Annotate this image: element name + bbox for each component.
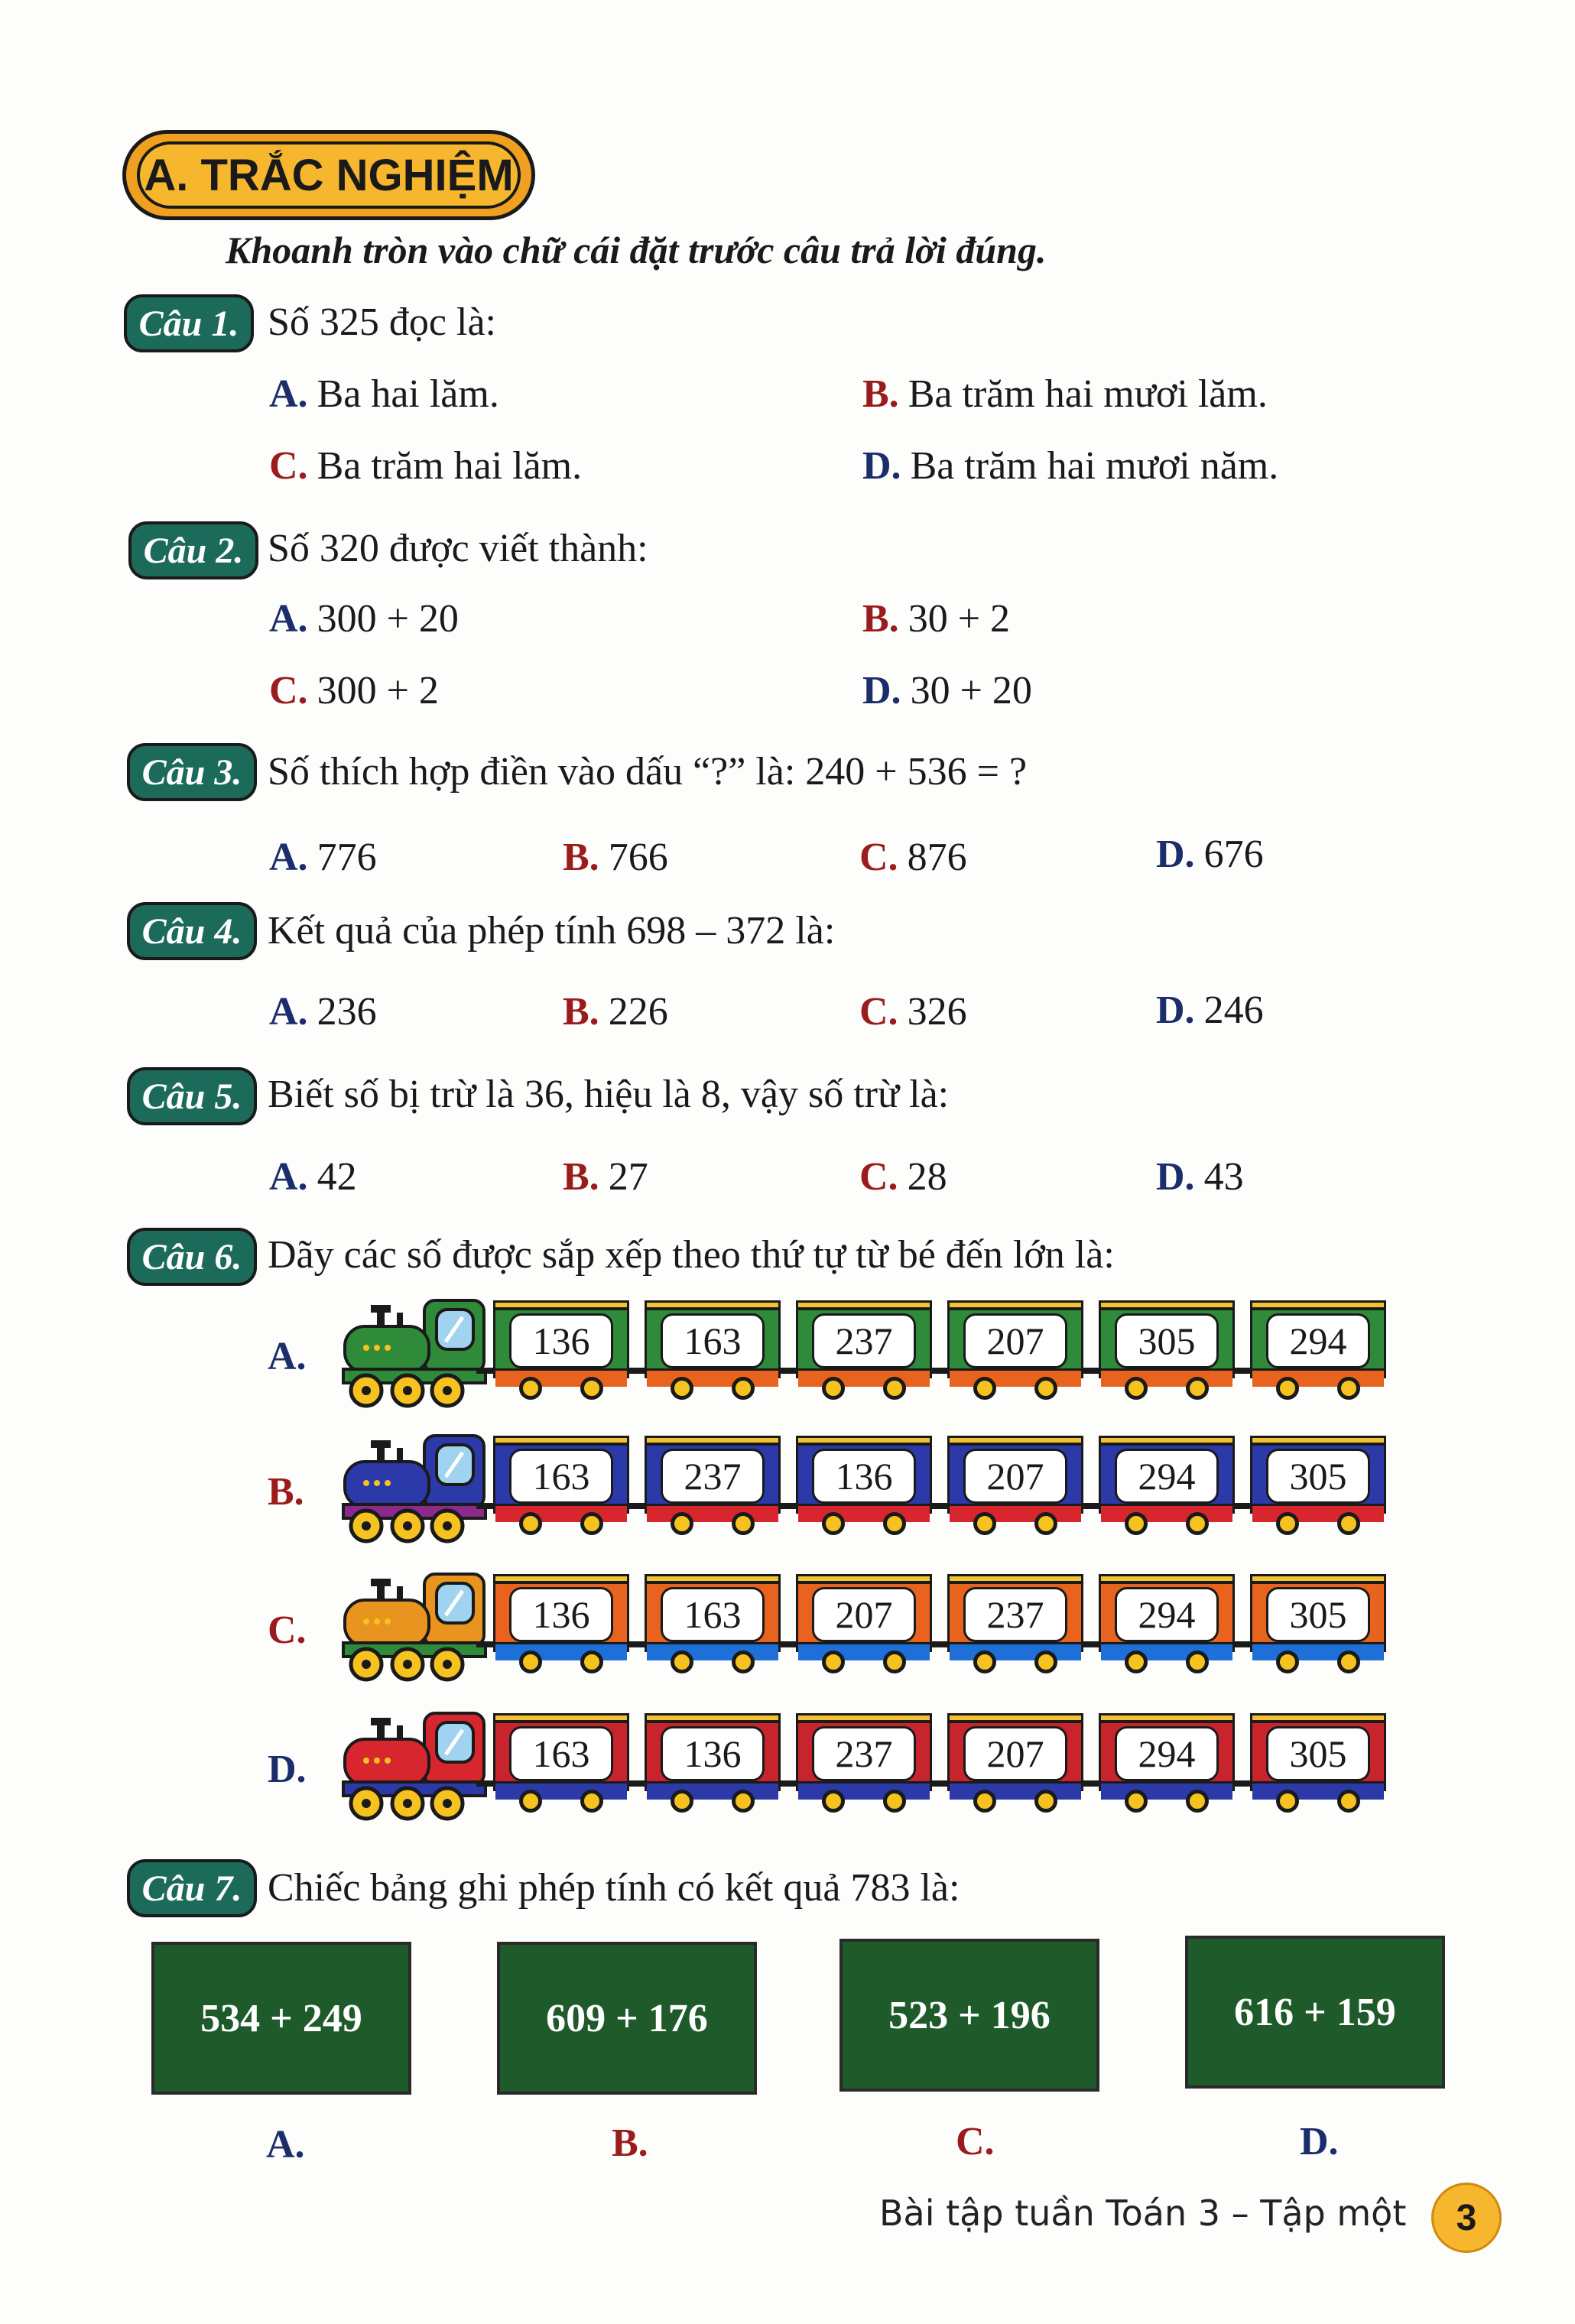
train-option-b[interactable]: [268, 1431, 1399, 1561]
wheel-icon: [580, 1790, 603, 1813]
car-number: 294: [1266, 1313, 1370, 1368]
train-car: [1099, 1436, 1235, 1535]
car-body: [1250, 1443, 1386, 1514]
car-body: [796, 1308, 932, 1378]
q1-option-c[interactable]: C. Ba trăm hai lăm.: [269, 444, 583, 488]
q3-option-b[interactable]: B. 766: [563, 836, 668, 879]
car-body: [947, 1308, 1083, 1378]
car-number: 237: [661, 1449, 765, 1504]
car-body: [645, 1582, 781, 1652]
wheel-icon: [973, 1650, 996, 1673]
board-d[interactable]: 616 + 159: [1185, 1936, 1445, 2089]
car-coupler: [930, 1641, 949, 1647]
car-coupler: [1233, 1641, 1252, 1647]
wheel-icon: [883, 1790, 906, 1813]
car-stripe: [798, 1504, 930, 1522]
train-car: [493, 1574, 629, 1673]
wheel-icon: [1125, 1650, 1148, 1673]
q4-option-d[interactable]: D. 246: [1156, 988, 1264, 1032]
car-stripe: [1252, 1504, 1384, 1522]
train-car: [1250, 1436, 1386, 1535]
car-body: [493, 1721, 629, 1791]
car-stripe: [798, 1642, 930, 1660]
train-car: [493, 1713, 629, 1813]
wheel-icon: [883, 1512, 906, 1535]
train-car: [947, 1436, 1083, 1535]
wheel-icon: [1337, 1790, 1360, 1813]
train-car: [796, 1300, 932, 1400]
car-number: 163: [661, 1313, 765, 1368]
wheel-icon: [822, 1512, 845, 1535]
q3-option-d[interactable]: D. 676: [1156, 833, 1264, 876]
section-header: [122, 130, 535, 220]
car-body: [1099, 1443, 1235, 1514]
car-coupler: [1233, 1368, 1252, 1374]
wheel-icon: [671, 1377, 693, 1400]
wheel-icon: [1276, 1377, 1299, 1400]
car-coupler: [1082, 1641, 1100, 1647]
wheel-icon: [822, 1377, 845, 1400]
board-a-letter[interactable]: A.: [266, 2123, 305, 2167]
train-car: [796, 1713, 932, 1813]
wheel-icon: [519, 1650, 542, 1673]
question-1-text: Số 325 đọc là:: [268, 300, 496, 344]
car-stripe: [950, 1781, 1081, 1800]
question-1-label: Câu 1.: [124, 294, 254, 352]
q5-option-d[interactable]: D. 43: [1156, 1155, 1244, 1199]
wheel-icon: [519, 1377, 542, 1400]
car-body: [493, 1308, 629, 1378]
wheel-icon: [973, 1790, 996, 1813]
wheel-icon: [1186, 1512, 1209, 1535]
car-number: 163: [509, 1726, 613, 1781]
wheel-icon: [822, 1650, 845, 1673]
car-stripe: [950, 1504, 1081, 1522]
car-coupler: [779, 1503, 797, 1509]
wheel-icon: [580, 1512, 603, 1535]
q3-option-c[interactable]: C. 876: [859, 836, 967, 879]
question-2-label: Câu 2.: [128, 521, 258, 579]
car-stripe: [647, 1781, 778, 1800]
train-car: [645, 1574, 781, 1673]
car-stripe: [495, 1781, 627, 1800]
locomotive-icon: [340, 1709, 493, 1816]
car-coupler: [476, 1641, 495, 1647]
wheel-icon: [732, 1512, 755, 1535]
q1-option-b[interactable]: B. Ba trăm hai mươi lăm.: [862, 372, 1268, 416]
wheel-icon: [1186, 1790, 1209, 1813]
car-number: 237: [812, 1313, 916, 1368]
car-number: 305: [1115, 1313, 1219, 1368]
question-6-text: Dãy các số được sắp xếp theo thứ tự từ bé đến lớn là:: [268, 1233, 1115, 1277]
car-stripe: [950, 1368, 1081, 1387]
car-coupler: [1233, 1503, 1252, 1509]
train-car: [947, 1713, 1083, 1813]
wheel-icon: [732, 1650, 755, 1673]
train-car: [1250, 1300, 1386, 1400]
wheel-icon: [671, 1790, 693, 1813]
car-coupler: [1082, 1503, 1100, 1509]
wheel-icon: [1186, 1650, 1209, 1673]
car-number: 207: [812, 1587, 916, 1642]
question-4-label: Câu 4.: [127, 902, 257, 960]
car-stripe: [495, 1504, 627, 1522]
car-stripe: [1101, 1504, 1232, 1522]
car-stripe: [1101, 1781, 1232, 1800]
wheel-icon: [1125, 1377, 1148, 1400]
wheel-icon: [1125, 1512, 1148, 1535]
car-body: [493, 1443, 629, 1514]
question-6-label: Câu 6.: [127, 1228, 257, 1286]
train-option-letter[interactable]: D.: [268, 1748, 307, 1791]
car-stripe: [1252, 1781, 1384, 1800]
car-stripe: [1252, 1642, 1384, 1660]
q3-option-a[interactable]: A. 776: [269, 836, 377, 879]
train-option-a[interactable]: [268, 1296, 1399, 1426]
car-body: [645, 1443, 781, 1514]
car-number: 305: [1266, 1726, 1370, 1781]
car-body: [796, 1582, 932, 1652]
train-car: [947, 1300, 1083, 1400]
wheel-icon: [732, 1790, 755, 1813]
car-stripe: [950, 1642, 1081, 1660]
q4-option-a[interactable]: A. 236: [269, 990, 377, 1034]
board-b-letter[interactable]: B.: [612, 2121, 648, 2165]
instruction-text: Khoanh tròn vào chữ cái đặt trước câu trả lời đúng.: [226, 229, 1047, 271]
board-a[interactable]: 534 + 249: [151, 1942, 411, 2095]
car-number: 207: [963, 1313, 1067, 1368]
q4-option-c[interactable]: C. 326: [859, 990, 967, 1034]
car-number: 237: [812, 1726, 916, 1781]
question-2-text: Số 320 được viết thành:: [268, 527, 648, 570]
wheel-icon: [580, 1650, 603, 1673]
wheel-icon: [973, 1512, 996, 1535]
car-stripe: [1101, 1368, 1232, 1387]
train-car: [947, 1574, 1083, 1673]
train-option-c[interactable]: [268, 1569, 1399, 1699]
train-option-letter[interactable]: B.: [268, 1470, 304, 1514]
car-body: [1250, 1582, 1386, 1652]
board-b[interactable]: 609 + 176: [497, 1942, 757, 2095]
car-coupler: [930, 1368, 949, 1374]
locomotive-icon: [340, 1431, 493, 1538]
train-option-letter[interactable]: A.: [268, 1335, 307, 1378]
car-coupler: [930, 1503, 949, 1509]
question-7-text: Chiếc bảng ghi phép tính có kết quả 783 là:: [268, 1866, 960, 1910]
train-option-letter[interactable]: C.: [268, 1608, 307, 1652]
page-number: 3: [1431, 2183, 1502, 2253]
car-body: [645, 1721, 781, 1791]
q1-option-a[interactable]: A. Ba hai lăm.: [269, 372, 499, 416]
train-car: [796, 1574, 932, 1673]
car-body: [796, 1443, 932, 1514]
car-coupler: [1233, 1780, 1252, 1787]
question-7-label: Câu 7.: [127, 1859, 257, 1917]
wheel-icon: [1186, 1377, 1209, 1400]
car-number: 136: [812, 1449, 916, 1504]
wheel-icon: [732, 1377, 755, 1400]
wheel-icon: [519, 1512, 542, 1535]
car-coupler: [628, 1368, 646, 1374]
wheel-icon: [1276, 1650, 1299, 1673]
car-stripe: [647, 1504, 778, 1522]
train-car: [645, 1436, 781, 1535]
car-number: 163: [661, 1587, 765, 1642]
car-body: [1099, 1308, 1235, 1378]
car-coupler: [1082, 1368, 1100, 1374]
q2-option-d[interactable]: D. 30 + 20: [862, 669, 1032, 712]
q2-option-c[interactable]: C. 300 + 2: [269, 669, 439, 712]
car-stripe: [798, 1368, 930, 1387]
car-number: 136: [509, 1587, 613, 1642]
question-4-text: Kết quả của phép tính 698 – 372 là:: [268, 909, 836, 953]
wheel-icon: [822, 1790, 845, 1813]
q5-option-a[interactable]: A. 42: [269, 1155, 357, 1199]
wheel-icon: [1125, 1790, 1148, 1813]
wheel-icon: [671, 1650, 693, 1673]
car-number: 294: [1115, 1726, 1219, 1781]
question-5-text: Biết số bị trừ là 36, hiệu là 8, vậy số trừ là:: [268, 1073, 950, 1116]
train-car: [796, 1436, 932, 1535]
question-3-label: Câu 3.: [127, 743, 257, 801]
car-number: 294: [1115, 1449, 1219, 1504]
car-coupler: [476, 1368, 495, 1374]
board-c-letter[interactable]: C.: [956, 2120, 995, 2163]
car-stripe: [647, 1368, 778, 1387]
car-number: 237: [963, 1587, 1067, 1642]
car-number: 207: [963, 1449, 1067, 1504]
car-stripe: [798, 1781, 930, 1800]
car-coupler: [628, 1641, 646, 1647]
car-coupler: [628, 1780, 646, 1787]
footer-book-title: Bài tập tuần Toán 3 – Tập một: [879, 2193, 1407, 2234]
wheel-icon: [883, 1650, 906, 1673]
wheel-icon: [883, 1377, 906, 1400]
car-body: [947, 1721, 1083, 1791]
train-car: [1099, 1713, 1235, 1813]
car-stripe: [1252, 1368, 1384, 1387]
wheel-icon: [580, 1377, 603, 1400]
car-number: 207: [963, 1726, 1067, 1781]
car-coupler: [476, 1503, 495, 1509]
car-body: [796, 1721, 932, 1791]
car-number: 136: [661, 1726, 765, 1781]
car-stripe: [647, 1642, 778, 1660]
car-body: [493, 1582, 629, 1652]
locomotive-icon: [340, 1296, 493, 1403]
car-body: [1099, 1582, 1235, 1652]
wheel-icon: [671, 1512, 693, 1535]
q5-option-c[interactable]: C. 28: [859, 1155, 947, 1199]
wheel-icon: [1276, 1512, 1299, 1535]
train-car: [645, 1713, 781, 1813]
wheel-icon: [1337, 1512, 1360, 1535]
question-5-label: Câu 5.: [127, 1067, 257, 1125]
section-title: A. TRẮC NGHIỆM: [144, 150, 514, 200]
q1-option-d[interactable]: D. Ba trăm hai mươi năm.: [862, 444, 1279, 488]
q2-option-b[interactable]: B. 30 + 2: [862, 597, 1011, 641]
car-stripe: [1101, 1642, 1232, 1660]
car-stripe: [495, 1368, 627, 1387]
car-coupler: [476, 1780, 495, 1787]
wheel-icon: [1034, 1650, 1057, 1673]
car-coupler: [779, 1368, 797, 1374]
train-car: [493, 1300, 629, 1400]
car-body: [1250, 1308, 1386, 1378]
train-option-d[interactable]: [268, 1709, 1399, 1839]
car-coupler: [930, 1780, 949, 1787]
board-d-letter[interactable]: D.: [1300, 2120, 1339, 2163]
car-number: 305: [1266, 1449, 1370, 1504]
car-coupler: [779, 1780, 797, 1787]
car-body: [947, 1582, 1083, 1652]
wheel-icon: [1337, 1377, 1360, 1400]
car-coupler: [1082, 1780, 1100, 1787]
car-coupler: [779, 1641, 797, 1647]
car-coupler: [628, 1503, 646, 1509]
train-car: [645, 1300, 781, 1400]
wheel-icon: [1337, 1650, 1360, 1673]
train-car: [1099, 1300, 1235, 1400]
car-number: 136: [509, 1313, 613, 1368]
car-number: 294: [1115, 1587, 1219, 1642]
wheel-icon: [519, 1790, 542, 1813]
wheel-icon: [1034, 1512, 1057, 1535]
q2-option-a[interactable]: A. 300 + 20: [269, 597, 459, 641]
car-number: 305: [1266, 1587, 1370, 1642]
wheel-icon: [1034, 1377, 1057, 1400]
locomotive-icon: [340, 1569, 493, 1676]
car-body: [1250, 1721, 1386, 1791]
train-car: [1250, 1574, 1386, 1673]
train-car: [1099, 1574, 1235, 1673]
q5-option-b[interactable]: B. 27: [563, 1155, 648, 1199]
wheel-icon: [973, 1377, 996, 1400]
car-body: [1099, 1721, 1235, 1791]
car-body: [947, 1443, 1083, 1514]
wheel-icon: [1034, 1790, 1057, 1813]
board-c[interactable]: 523 + 196: [839, 1939, 1099, 2092]
wheel-icon: [1276, 1790, 1299, 1813]
car-number: 163: [509, 1449, 613, 1504]
car-body: [645, 1308, 781, 1378]
train-car: [1250, 1713, 1386, 1813]
question-3-text: Số thích hợp điền vào dấu “?” là: 240 + 536 = ?: [268, 750, 1028, 794]
q4-option-b[interactable]: B. 226: [563, 990, 668, 1034]
train-car: [493, 1436, 629, 1535]
car-stripe: [495, 1642, 627, 1660]
